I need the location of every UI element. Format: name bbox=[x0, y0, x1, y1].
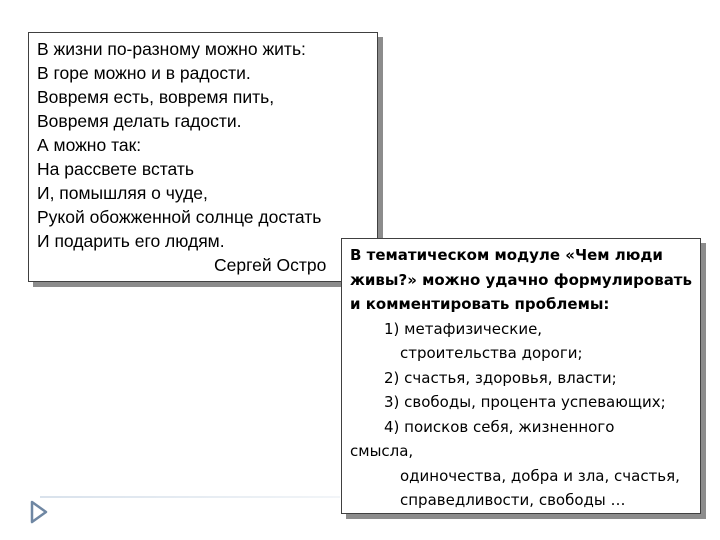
poem-line: И, помышляя о чуде, bbox=[37, 183, 208, 203]
poem-line: На рассвете встать bbox=[37, 159, 195, 179]
poem-line: Рукой обожженной солнце достать bbox=[37, 207, 322, 227]
poem-line: И подарить его людям. bbox=[37, 231, 225, 251]
module-item: справедливости, свободы … bbox=[400, 491, 626, 509]
module-item: 1) метафизические, bbox=[384, 319, 543, 338]
triangle-right-icon[interactable] bbox=[30, 500, 48, 524]
module-title-line: и комментировать проблемы: bbox=[350, 295, 610, 313]
divider bbox=[40, 496, 340, 498]
poem-line: Вовремя делать гадости. bbox=[37, 111, 242, 131]
module-item: 4) поисков себя, жизненного bbox=[384, 417, 615, 436]
module-title-line: В тематическом модуле «Чем люди bbox=[350, 246, 663, 264]
module-item: одиночества, добра и зла, счастья, bbox=[400, 466, 680, 485]
poem-author: Сергей Остро bbox=[214, 255, 327, 275]
poem-line: Вовремя есть, вовремя пить, bbox=[37, 87, 275, 107]
module-box bbox=[341, 238, 701, 514]
poem-line: В жизни по-разному можно жить: bbox=[37, 39, 306, 59]
module-item: смысла, bbox=[350, 442, 414, 460]
poem-line: А можно так: bbox=[37, 135, 142, 155]
module-item: строительства дороги; bbox=[400, 344, 583, 362]
module-item: 2) счастья, здоровья, власти; bbox=[384, 368, 617, 387]
module-title-line: живы?» можно удачно формулировать bbox=[350, 270, 692, 289]
poem-box bbox=[28, 32, 378, 282]
poem-line: В горе можно и в радости. bbox=[37, 63, 251, 83]
module-item: 3) свободы, процента успевающих; bbox=[384, 393, 666, 411]
